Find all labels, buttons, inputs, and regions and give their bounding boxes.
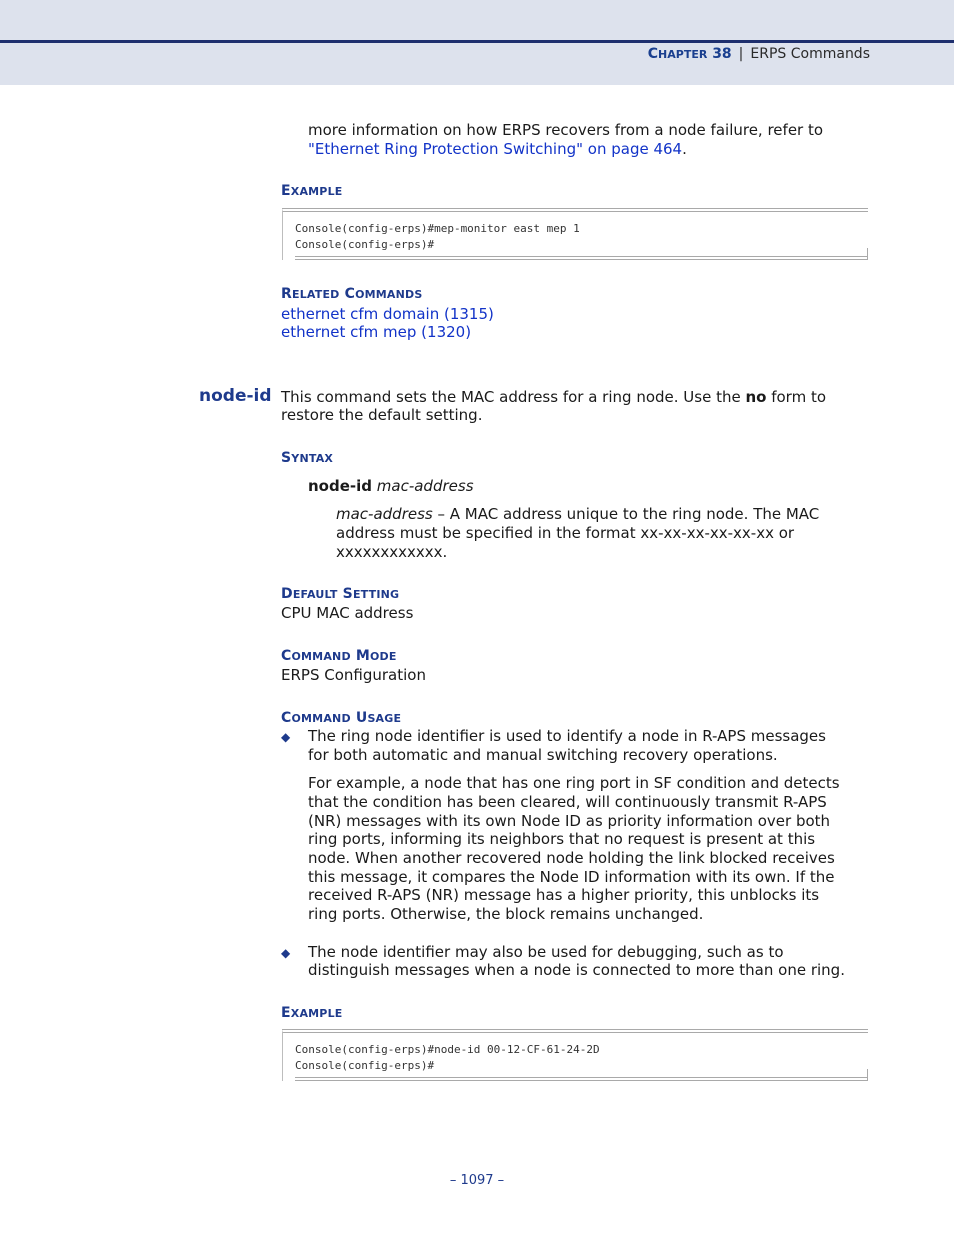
- code-line: Console(config-erps)#mep-monitor east mep 1: [295, 222, 580, 235]
- example-heading: EXAMPLE: [281, 1005, 343, 1021]
- param-description-line3: xxxxxxxxxxxx.: [336, 543, 448, 561]
- code-line: Console(config-erps)#node-id 00-12-CF-61-24-2D: [295, 1043, 600, 1056]
- page-number: – 1097 –: [449, 1173, 505, 1188]
- running-header: [648, 46, 870, 62]
- code-line: Console(config-erps)#: [295, 238, 435, 251]
- code-example-box: [282, 208, 868, 260]
- command-mode-value: ERPS Configuration: [281, 666, 426, 684]
- related-link-cfm-mep[interactable]: ethernet cfm mep (1320): [281, 323, 472, 341]
- usage-paragraph-line: received R-APS (NR) message has a higher priority, this unblocks its: [308, 886, 820, 904]
- syntax-heading: SYNTAX: [281, 450, 334, 466]
- usage-paragraph-line: node. When another recovered node holding the link blocked receives: [308, 849, 835, 867]
- syntax-line: node-id mac-address: [308, 477, 474, 495]
- command-description: This command sets the MAC address for a ring node. Use the no form to: [281, 388, 827, 406]
- usage-paragraph-line: (NR) messages with its own Node ID as priority information over both: [308, 812, 831, 830]
- command-usage-heading: COMMAND USAGE: [281, 710, 402, 726]
- usage-paragraph-line: that the condition has been cleared, will continuously transmit R-APS: [308, 793, 827, 811]
- bullet-diamond-icon: ◆: [281, 730, 291, 744]
- usage-paragraph-line: ring ports, informing its neighbors that no request is present at this: [308, 830, 816, 848]
- intro-line: more information on how ERPS recovers from a node failure, refer to: [308, 121, 824, 139]
- related-commands-heading: RELATED COMMANDS: [281, 286, 423, 302]
- bullet-diamond-icon: ◆: [281, 946, 291, 960]
- usage-bullet-1: The ring node identifier is used to identify a node in R-APS messages: [308, 727, 826, 745]
- default-setting-value: CPU MAC address: [281, 604, 414, 622]
- code-line: Console(config-erps)#: [295, 1059, 435, 1072]
- section-title: ERPS Commands: [750, 46, 870, 62]
- usage-bullet-2-line2: distinguish messages when a node is connected to more than one ring.: [308, 961, 845, 979]
- usage-paragraph-line: this message, it compares the Node ID information with its own. If the: [308, 868, 835, 886]
- param-description-line2: address must be specified in the format xx-xx-xx-xx-xx-xx or: [336, 524, 795, 542]
- command-mode-heading: COMMAND MODE: [281, 648, 397, 664]
- header-separator: |: [738, 46, 744, 62]
- default-setting-heading: DEFAULT SETTING: [281, 586, 400, 602]
- command-title: node-id: [199, 386, 272, 406]
- usage-paragraph-line: For example, a node that has one ring port in SF condition and detects: [308, 774, 840, 792]
- usage-paragraph-line: ring ports. Otherwise, the block remains unchanged.: [308, 905, 704, 923]
- code-example-box: [282, 1029, 868, 1081]
- usage-bullet-1-line2: for both automatic and manual switching recovery operations.: [308, 746, 778, 764]
- related-link-cfm-domain[interactable]: ethernet cfm domain (1315): [281, 305, 494, 323]
- ethernet-ring-protection-link[interactable]: "Ethernet Ring Protection Switching" on page 464: [308, 140, 683, 158]
- intro-link-line: "Ethernet Ring Protection Switching" on page 464.: [308, 140, 687, 158]
- header-rule: [0, 40, 954, 43]
- command-description-line2: restore the default setting.: [281, 406, 483, 424]
- param-description: mac-address – A MAC address unique to the ring node. The MAC: [336, 505, 820, 523]
- usage-bullet-2: The node identifier may also be used for debugging, such as to: [308, 943, 784, 961]
- example-heading: EXAMPLE: [281, 183, 343, 199]
- chapter-label: CHAPTER 38: [647, 46, 732, 62]
